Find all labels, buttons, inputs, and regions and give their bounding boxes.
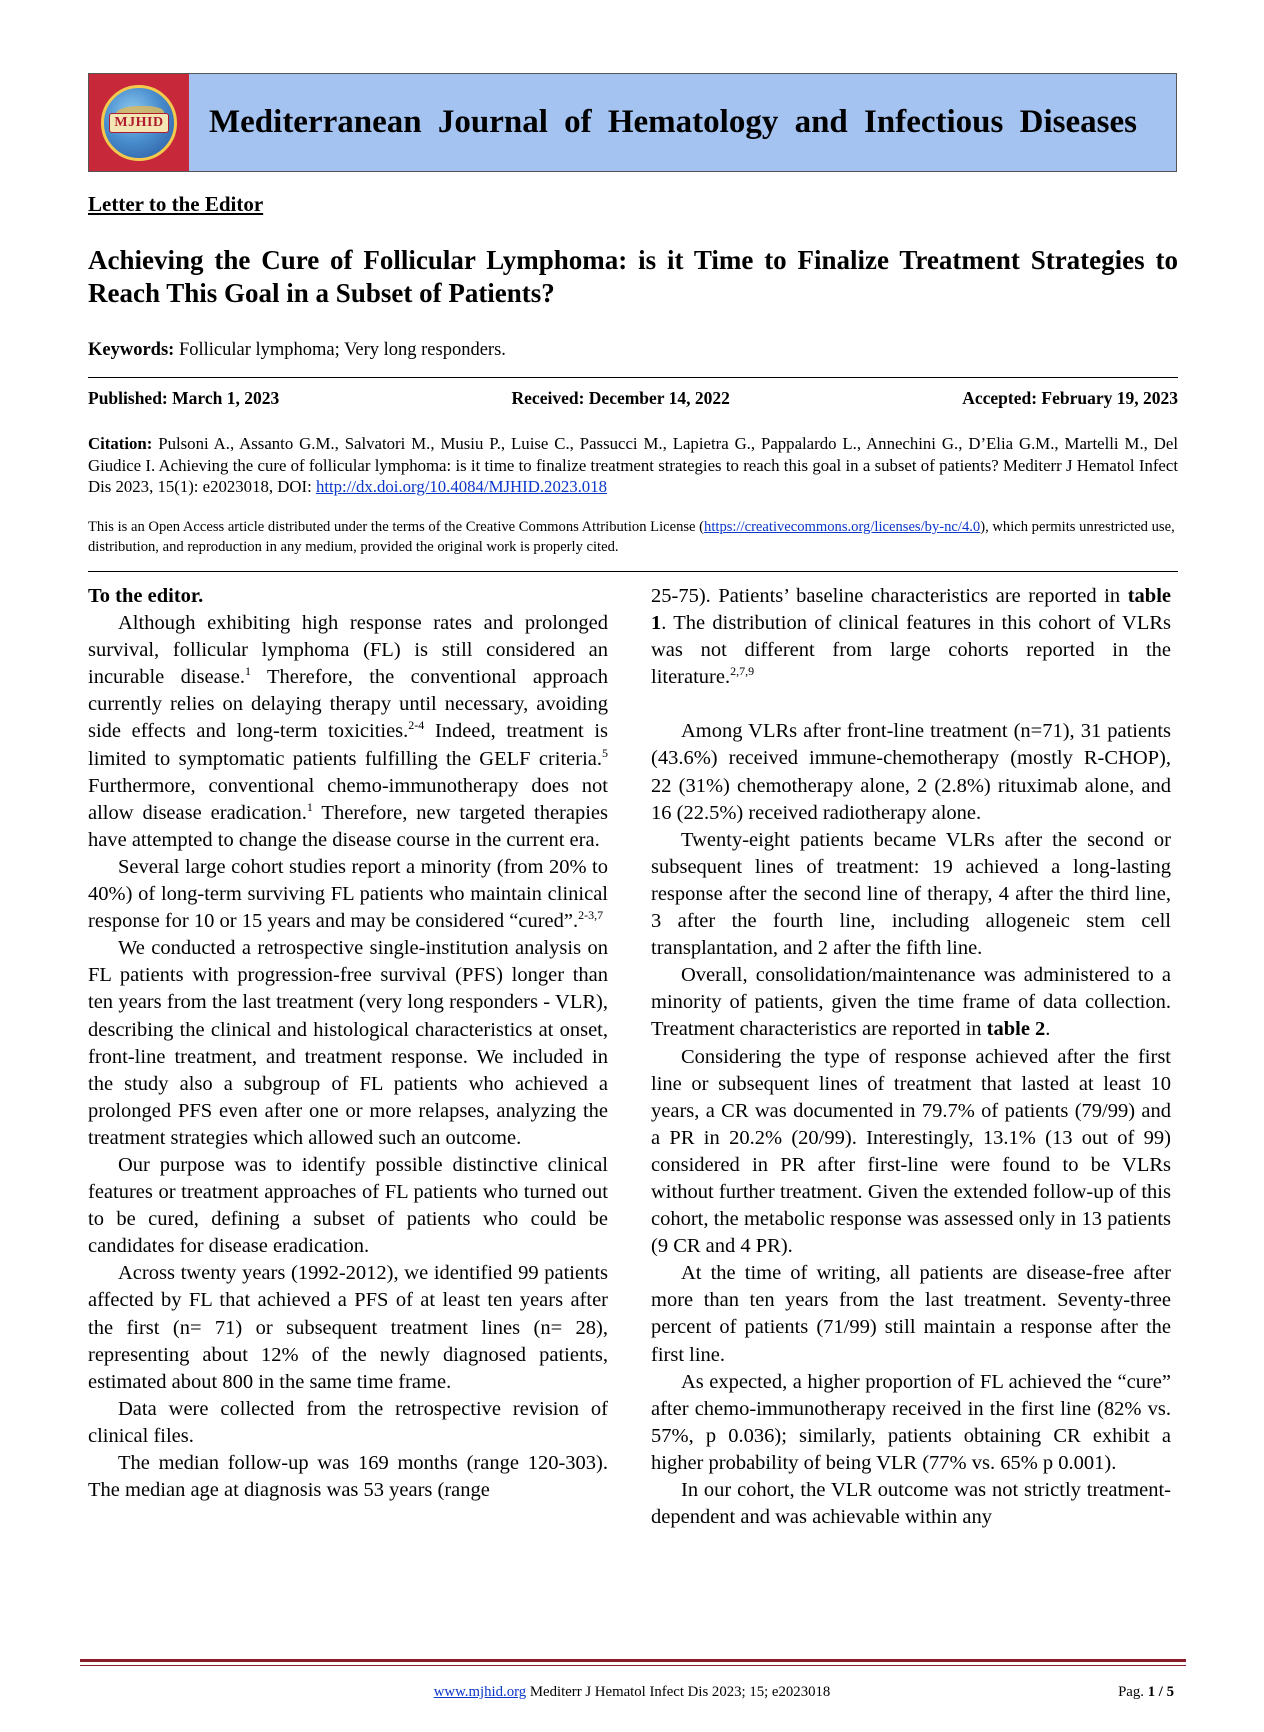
doi-link[interactable]: http://dx.doi.org/10.4084/MJHID.2023.018: [315, 477, 607, 496]
paragraph: Among VLRs after front-line treatment (n=71), 31 patients (43.6%) received immune-chemotherapy (mostly R-CHOP), 22 (31%) chemotherapy alone, 2 (2.8%) rituximab alone, and 16 (22.5%) received radiotherapy alone.: [651, 720, 1171, 824]
paragraph: Considering the type of response achieved after the first line or subsequent lines of treatment that lasted at least 10 years, a CR was documented in 79.7% of patients (79/99) and a PR in 20.2% (20/99). Interestingly, 13.1% (13 out of 99) considered in PR after first-line were found to be VLRs without further treatment. Given the extended follow-up of this cohort, the metabolic response was assessed only in 13 patients (9 CR and 4 PR).: [651, 1045, 1171, 1258]
accepted-date: Accepted: February 19, 2023: [962, 388, 1178, 408]
article-section: Letter to the Editor: [88, 192, 264, 216]
page-footer: [0, 1684, 1264, 1701]
license-text-after: ), which permits unrestricted use, distribution, and reproduction in any medium, provided the original work is properly cited.: [88, 519, 1175, 555]
paragraph: Overall, consolidation/maintenance was administered to a minority of patients, given the time frame of data collection. Treatment characteristics are reported in table 2.: [651, 964, 1171, 1041]
paragraph: Our purpose was to identify possible distinctive clinical features or treatment approaches of FL patients who turned out to be cured, defining a subset of patients who could be candidates for disease eradication.: [88, 1153, 608, 1258]
body-heading: To the editor.: [88, 585, 204, 607]
footer-rule: [80, 1665, 1186, 1666]
published-date: Published: March 1, 2023: [88, 388, 280, 408]
paragraph: In our cohort, the VLR outcome was not strictly treatment-dependent and was achievable within any: [651, 1479, 1171, 1529]
journal-name: Mediterranean Journal of Hematology and Infectious Diseases: [189, 74, 1176, 171]
citation-text: Pulsoni A., Assanto G.M., Salvatori M., Musiu P., Luise C., Passucci M., Lapietra G., Pappalardo L., Annechini G., D’Elia G.M., Martelli M., Del Giudice I. Achieving the cure of follicular lymphoma: is it time to finalize treatment strategies to reach this goal in a subset of patients? Mediterr J Hematol Infect Dis 2023, 15(1): e2023018, DOI:: [88, 434, 1178, 496]
logo-text: MJHID: [109, 113, 168, 133]
citation-label: Citation:: [88, 434, 153, 453]
paragraph: Several large cohort studies report a minority (from 20% to 40%) of long-term surviving FL patients who maintain clinical response for 10 or 15 years and may be considered “cured”.$^{2-3,7}$: [88, 855, 608, 933]
received-date: Received: December 14, 2022: [511, 388, 730, 408]
journal-logo: [89, 74, 189, 171]
divider: [88, 377, 1178, 378]
paragraph: Although exhibiting high response rates and prolonged survival, follicular lymphoma (FL) is still considered an incurable disease.$^1$ Therefore, the conventional approach currently relies on delaying therapy until necessary, avoiding side effects and long-term toxicities.$^{2-4}$ Indeed, treatment is limited to symptomatic patients fulfilling the GELF criteria.$^5$ Furthermore, conventional chemo-immunotherapy does not allow disease eradication.$^1$ Therefore, new targeted therapies have attempted to change the disease course in the current era.: [88, 612, 608, 851]
journal-banner: [88, 73, 1177, 172]
paragraph: At the time of writing, all patients are disease-free after more than ten years from the last treatment. Seventy-three percent of patients (71/99) still maintain a response after the first line.: [651, 1262, 1171, 1366]
page-number: Pag. 1 / 5: [1118, 1684, 1174, 1700]
keywords-label: Keywords:: [88, 340, 175, 360]
citation: [88, 433, 1178, 498]
body-column-left: [88, 583, 608, 1504]
paragraph: The median follow-up was 169 months (range 120-303). The median age at diagnosis was 53 years (range: [88, 1452, 608, 1502]
keywords: [88, 340, 506, 361]
article-title: Achieving the Cure of Follicular Lymphoma: is it Time to Finalize Treatment Strategies to Reach This Goal in a Subset of Patients?: [88, 245, 1178, 308]
footer-citation: Mediterr J Hematol Infect Dis 2023; 15; e2023018: [526, 1684, 831, 1700]
license-notice: [88, 518, 1178, 557]
keywords-text: Follicular lymphoma; Very long responders.: [178, 340, 506, 360]
globe-icon: [101, 85, 177, 161]
article-dates: [88, 388, 1178, 409]
body-column-right: [651, 583, 1171, 1531]
paragraph: As expected, a higher proportion of FL achieved the “cure” after chemo-immunotherapy received in the first line (82% vs. 57%, p 0.036); similarly, patients obtaining CR exhibit a higher probability of being VLR (77% vs. 65% p 0.001).: [651, 1370, 1171, 1474]
journal-site-link[interactable]: www.mjhid.org: [433, 1684, 527, 1700]
paragraph: We conducted a retrospective single-institution analysis on FL patients with progression-free survival (PFS) longer than ten years from the last treatment (very long responders - VLR), describing the clinical and histological characteristics at onset, front-line treatment, and treatment response. We included in the study also a subgroup of FL patients who achieved a prolonged PFS even after one or more relapses, analyzing the treatment strategies which allowed such an outcome.: [88, 937, 608, 1149]
license-text-before: This is an Open Access article distributed under the terms of the Creative Commons Attribution License (: [88, 519, 705, 535]
paragraph: 25-75). Patients’ baseline characteristics are reported in table 1. The distribution of clinical features in this cohort of VLRs was not different from large cohorts reported in the literature.$^{2,7,9}$: [651, 585, 1171, 689]
paragraph: Across twenty years (1992-2012), we identified 99 patients affected by FL that achieved a PFS of at least ten years after the first (n= 71) or subsequent treatment lines (n= 28), representing about 12% of the newly diagnosed patients, estimated about 800 in the same time frame.: [88, 1262, 608, 1393]
footer-rule: [80, 1659, 1186, 1662]
paragraph: Twenty-eight patients became VLRs after the second or subsequent lines of treatment: 19 achieved a long-lasting response after the second line of therapy, 4 after the third line, 3 after the fourth line, including allogeneic stem cell transplantation, and 2 after the fifth line.: [651, 828, 1171, 960]
divider: [88, 571, 1178, 572]
paragraph: Data were collected from the retrospective revision of clinical files.: [88, 1397, 608, 1447]
license-link[interactable]: https://creativecommons.org/licenses/by-nc/4.0: [704, 519, 981, 535]
